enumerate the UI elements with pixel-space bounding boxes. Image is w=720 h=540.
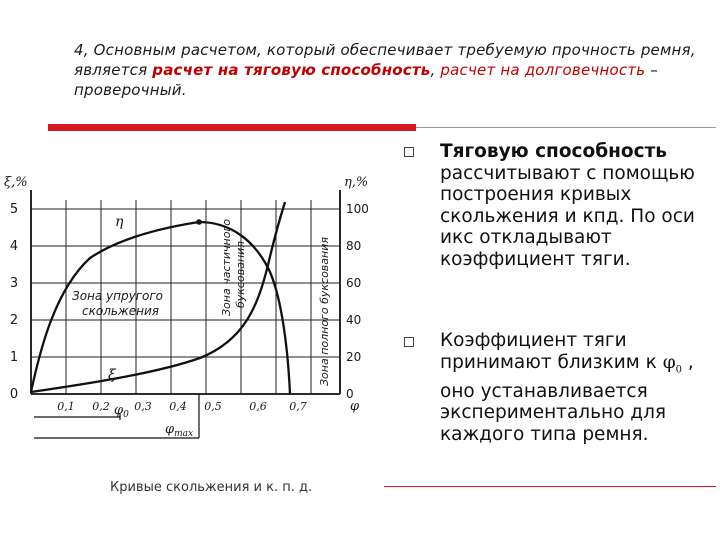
heading-part4: – проверочный. [74,61,658,99]
phi0-subscript: 0 [123,410,129,420]
left-tick-0: 0 [9,387,19,402]
thin-divider [416,127,716,128]
x-tick-0.5: 0,5 [204,400,222,413]
zone-partial-line1: Зона частичного [220,219,233,316]
phimax-subscript: max [174,429,194,439]
phimax-label [165,422,193,439]
phi0-inline-sub: 0 [675,364,683,376]
zone-elastic-line2: скольжения [82,304,159,318]
phimax-symbol: φ [165,422,175,437]
figure-caption: Кривые скольжения и к. п. д. [110,480,313,495]
accent-divider [48,124,416,131]
x-tick-0.3: 0,3 [134,400,152,413]
left-tick-4: 4 [9,239,19,254]
left-tick-1: 1 [9,350,19,365]
zone-elastic-line1: Зона упругого [72,289,164,303]
left-tick-5: 5 [9,202,19,217]
left-axis-label: ξ,% [4,175,28,190]
slide-heading [74,40,704,100]
bullet-1-bold: Тяговую способность [440,141,667,162]
bullet-2-before: Коэффициент тяги принимают близким к [440,330,663,373]
slip-efficiency-figure [0,160,384,505]
right-tick-60: 60 [346,276,362,290]
heading-part1: 4, Основным расчетом, который обеспечивает требуемую прочность ремня, является [74,41,696,79]
heading-emphasis: расчет на тяговую способность [152,61,431,79]
bottom-divider [384,486,716,487]
phi0-inline-char: φ [662,351,676,373]
heading-part2: , [430,61,441,79]
x-tick-0.4: 0,4 [169,400,187,413]
phi0-inline-symbol [662,351,683,376]
left-tick-3: 3 [9,276,19,291]
x-axis-symbol: φ [350,399,360,414]
efficiency-max-point [196,219,202,225]
heading-part3: расчет на долговечность [440,61,646,79]
x-tick-0.6: 0,6 [249,400,267,413]
right-tick-0: 0 [346,387,354,401]
zone-partial-line2: буксования [234,241,247,308]
right-tick-80: 80 [346,239,362,253]
x-tick-0.2: 0,2 [92,400,110,413]
bullet-text-2 [440,330,720,445]
bullet-1-body: рассчитывают с помощью построения кривых скольжения и кпд. По оси икс откладывают коэффициент тяги. [440,162,695,270]
zone-full-label: Зона полного буксования [318,237,331,386]
right-tick-20: 20 [346,350,362,364]
x-tick-0.1: 0,1 [57,400,75,413]
right-axis-label: η,% [344,175,369,190]
eta-curve-label: η [115,214,124,230]
right-tick-40: 40 [346,313,362,327]
bullet-2-after: , оно устанавливается экспериментально для каждого типа ремня. [440,351,694,445]
left-tick-2: 2 [9,313,19,328]
phi0-label [114,403,129,420]
bullet-marker-1 [404,147,414,157]
xi-curve-label: ξ [108,367,116,383]
phi0-symbol: φ [114,403,124,418]
bullet-text-1 [440,141,720,270]
x-tick-0.7: 0,7 [289,400,307,413]
bullet-marker-2 [404,337,414,347]
right-tick-100: 100 [346,202,369,216]
